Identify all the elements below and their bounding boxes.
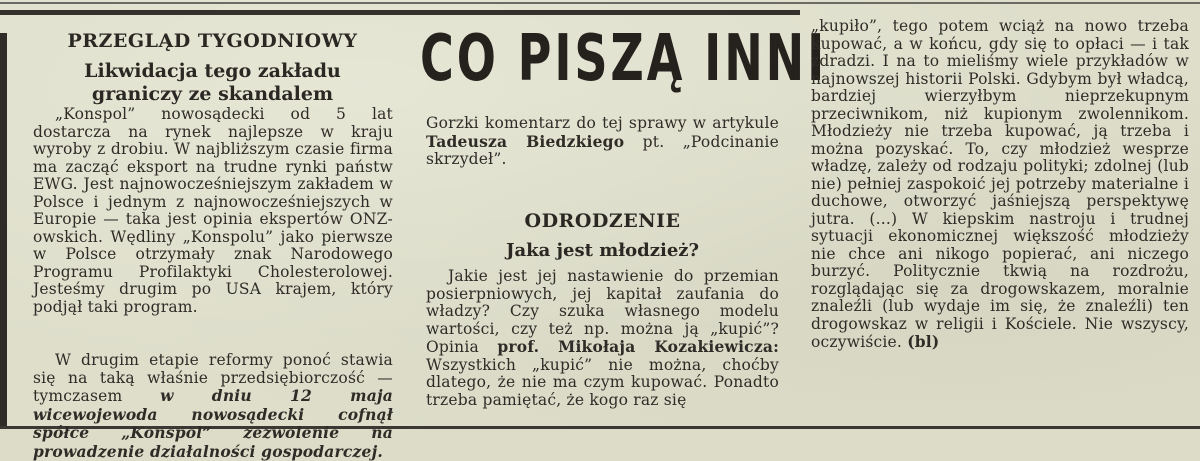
paragraph-mlodziez [426, 268, 779, 409]
headline-line-2: graniczy ze skandalem [91, 83, 334, 105]
headline-line-1: Likwidacja tego zakładu [84, 60, 341, 82]
intro-text: Jakie jest jej nastawienie do przemian posierpniowych, jej kapitał zaufania do władzy? Czy szuka własnego modelu wartości, czy też np. można ją „kupić”? Opinia [426, 267, 779, 356]
section-title-przeglad: PRZEGLĄD TYGODNIOWY [67, 30, 358, 52]
paragraph-mlodziez-cont [811, 18, 1189, 352]
article-body-konspol [33, 106, 393, 316]
masthead-co-pisza-inni: CO PISZĄ INNI [420, 22, 828, 96]
article-body-mlodziez-cont [811, 18, 1189, 352]
comment-end: pt. „Podcinanie skrzydeł”. [426, 132, 779, 168]
section-title-odrodzenie: ODRODZENIE [524, 210, 681, 232]
article-body-konspol-cont [33, 352, 393, 461]
paragraph-2-text: W drugim etapie reformy ponoć stawia się na taką właśnie przedsiębiorczość — tymczasem [33, 351, 393, 405]
article-body-konspol-end [426, 115, 779, 169]
paragraph-2-italic: w dniu 12 maja wicewojewoda nowosądecki cofnął spółce „Konspol” zezwolenie na prowadzenie działalności gospodarczej. [33, 386, 393, 461]
article-body-mlodziez [426, 268, 779, 409]
top-thin-rule [0, 2, 1200, 4]
author-name: Tadeusza Biedzkiego [426, 131, 625, 151]
top-thick-rule [0, 10, 800, 15]
paragraph-comment [426, 115, 779, 169]
quote-text: Wszystkich „kupić” nie można, choćby dlatego, że nie ma czym kupować. Ponadto trzeba pamiętać, że kogo raz się [426, 355, 779, 409]
comment-text: Gorzki komentarz do tej sprawy w artykule [426, 114, 779, 132]
article-headline-mlodziez: Jaka jest młodzież? [505, 240, 700, 261]
signature: (bl) [907, 332, 940, 351]
article-headline-konspol [30, 60, 395, 106]
expert-name: prof. Mikołaja Kozakiewicza: [497, 337, 779, 356]
quote-continuation: „kupiło”, tego potem wciąż na nowo trzeba kupować, a w końcu, gdy się to opłaci — i tak zdradzi. I na to mieliśmy wiele przykładów w najnowszej historii Polski. Gdybym był władcą, bardziej wierzyłbym nieprzekupnym przeciwnikom, niż kupionym zwolennikom. Młodzieży nie trzeba kupować, ją trzeba i można pozyskać. To, czy młodzież wesprze władzę, zależy od rodzaju polityki; zdolnej (lub nie) pełniej zaspokoić jej potrzeby materialne i duchowe, otworzyć jaśniejszą perspektywę jutra. (...) W kiepskim nastroju i trudnej sytuacji ekonomicznej większość młodzieży nie chce ani nikogo popierać, ani niczego burzyć. Politycznie tkwią na rozdrożu, rozglądając się za drogowskazem, moralnie znaleźli (lub wydaje im się, że znaleźli) ten drogowskaz w religii i Kościele. Nie wszyscy, oczywiście. [811, 17, 1189, 351]
paragraph-2 [33, 352, 393, 461]
left-column-bar [0, 33, 7, 429]
paragraph-1: „Konspol” nowosądecki od 5 lat dostarcza na rynek najlepsze w kraju wyroby z drobiu. W najbliższym czasie firma ma zacząć eksport na trudne rynki państw EWG. Jest najnowocześniejszym zakładem w Polsce i jednym z najnowocześniejszych w Europie — taka jest opinia ekspertów ONZ-owskich. Wędliny „Konspolu” jako pierwsze w Polsce otrzymały znak Narodowego Programu Profilaktyki Cholesterolowej. Jesteśmy drugim po USA krajem, który podjął taki program. [33, 105, 393, 316]
